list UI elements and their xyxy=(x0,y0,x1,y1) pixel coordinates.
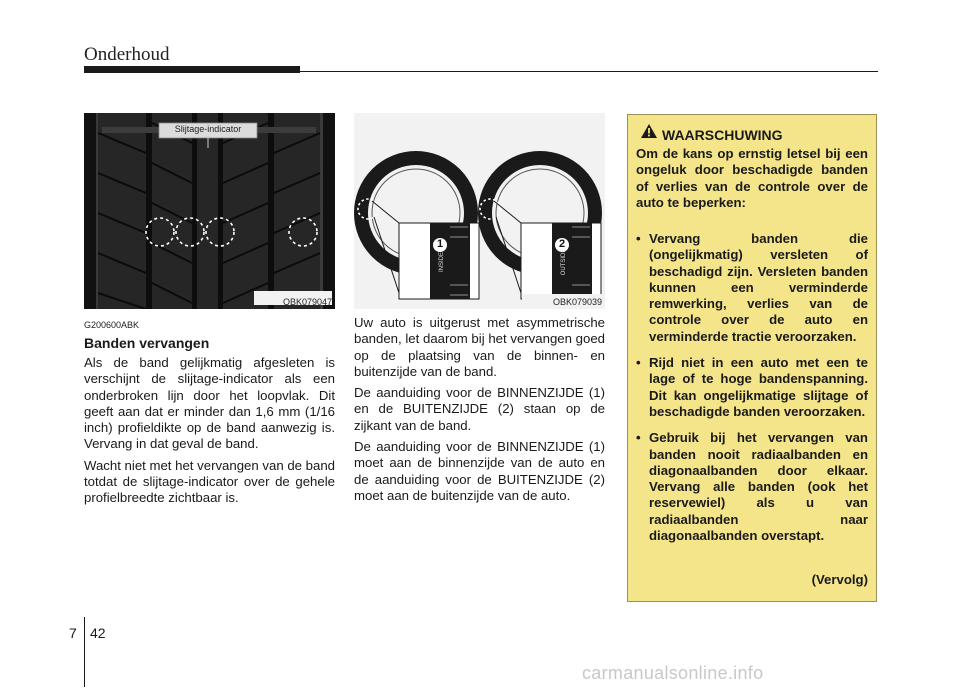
marker-inside-number: 1 xyxy=(436,238,444,250)
paragraph: De aanduiding voor de BINNENZIJDE (1) en de BUITENZIJDE (2) staan op de zijkant van de band. xyxy=(354,385,605,433)
warning-item-text: Vervang banden die (ongelijkmatig) versleten of beschadigd zijn. Versleten banden kunnen een verminderde remwerking, verlies van de controle over de auto en verminderde tractie veroorzaken. xyxy=(649,231,868,344)
header-rule-thin xyxy=(300,71,878,72)
warning-title: WAARSCHUWING xyxy=(662,127,783,143)
page-number: 42 xyxy=(90,625,106,641)
continued-note: (Vervolg) xyxy=(811,572,868,587)
marker-outside-number: 2 xyxy=(558,238,566,250)
warning-item-text: Gebruik bij het vervangen van banden nooit radiaalbanden en diagonaalbanden door elkaar. Vervang alle banden (ook het reservewiel) als u van radiaalbanden naar diagonaalbanden overstapt. xyxy=(649,430,868,544)
section-code: G200600ABK xyxy=(84,320,140,330)
outside-marking-text: OUTSIDE xyxy=(561,248,567,276)
page-header-title: Onderhoud xyxy=(84,44,170,65)
paragraph: De aanduiding voor de BINNENZIJDE (1) moet aan de binnenzijde van de auto en de aanduiding voor de BUITENZIJDE (2) moet aan de buitenzijde van de auto. xyxy=(354,439,605,503)
section-heading: Banden vervangen xyxy=(84,335,210,351)
paragraph: Als de band gelijkmatig afgesleten is verschijnt de slijtage-indicator als een onderbroken lijn door het loopvlak. Dit geeft aan dat er minder dan 1,6 mm (1/16 inch) profieldikte op de band aanwezig is. Vervang in dat geval de band. xyxy=(84,355,335,452)
tire-sidewall-illustration xyxy=(354,113,605,309)
middle-column-text xyxy=(354,315,605,509)
chapter-number: 7 xyxy=(69,625,77,641)
warning-list xyxy=(636,231,868,554)
inside-marking-text: INSIDE xyxy=(439,252,445,273)
warning-item xyxy=(636,231,868,345)
tire-sidewall-figure xyxy=(354,113,605,309)
header-rule-thick xyxy=(84,66,300,73)
warning-intro: Om de kans op ernstig letsel bij een ongeluk door beschadigde banden of verlies van de controle over de auto te beperken: xyxy=(636,146,868,210)
bullet: • xyxy=(636,430,641,446)
wear-indicator-label: Slijtage-indicator xyxy=(174,124,242,134)
tire-tread-figure xyxy=(84,113,335,309)
paragraph: Wacht niet met het vervangen van de band totdat de slijtage-indicator over de gehele profielbreedte zichtbaar is. xyxy=(84,457,335,506)
left-column-text xyxy=(84,355,335,512)
watermark: carmanualsonline.info xyxy=(582,663,764,683)
warning-triangle-icon xyxy=(640,123,658,139)
warning-item xyxy=(636,430,868,544)
warning-item-text: Rijd niet in een auto met een te lage of te hoge bandenspanning. Dit kan ongelijkmatige slijtage of beschadigde banden veroorzaken. xyxy=(649,355,868,419)
bullet: • xyxy=(636,231,641,246)
bullet: • xyxy=(636,355,641,371)
figure-code: OBK079047 xyxy=(282,297,332,307)
warning-item xyxy=(636,355,868,420)
footer-divider xyxy=(84,617,85,687)
figure-code: OBK079039 xyxy=(552,297,602,307)
tire-tread-illustration xyxy=(84,113,335,309)
paragraph: Uw auto is uitgerust met asymmetrische banden, let daarom bij het vervangen goed op de plaatsing van de binnen- en buitenzijde van de band. xyxy=(354,315,605,379)
